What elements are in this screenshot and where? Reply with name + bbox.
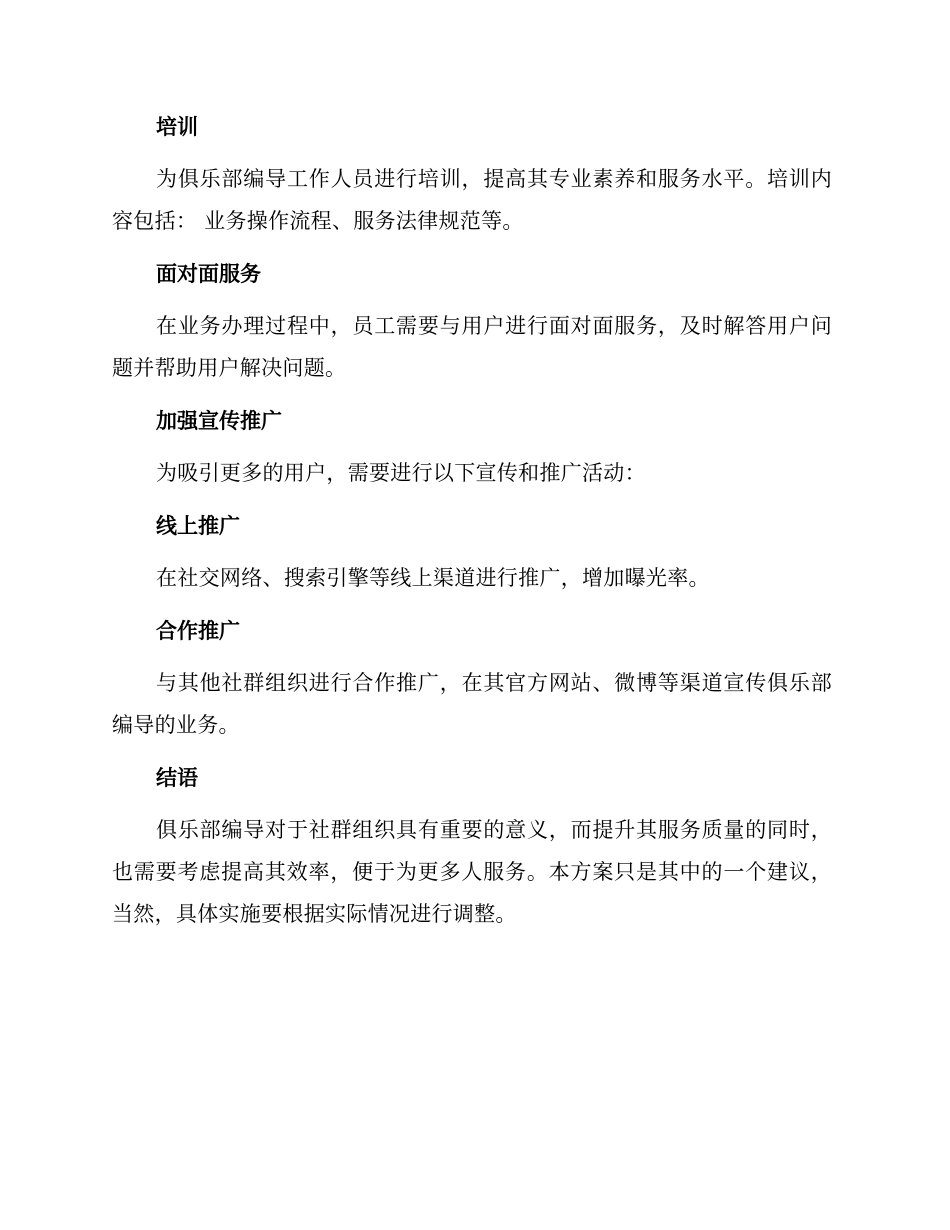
document-page <box>112 106 832 946</box>
section-paragraph-face-to-face: 在业务办理过程中，员工需要与用户进行面对面服务，及时解答用户问题并帮助用户解决问题。 <box>112 314 832 380</box>
section-heading-online-promotion: 线上推广 <box>156 514 240 538</box>
section-heading-face-to-face: 面对面服务 <box>156 262 261 286</box>
section-paragraph-training: 为俱乐部编导工作人员进行培训，提高其专业素养和服务水平。培训内容包括： 业务操作流程、服务法律规范等。 <box>112 167 832 233</box>
section-heading-training: 培训 <box>156 115 198 139</box>
section-paragraph-conclusion: 俱乐部编导对于社群组织具有重要的意义，而提升其服务质量的同时，也需要考虑提高其效率，便于为更多人服务。本方案只是其中的一个建议，当然，具体实施要根据实际情况进行调整。 <box>112 818 832 926</box>
section-paragraph-cooperation-promotion: 与其他社群组织进行合作推广，在其官方网站、微博等渠道宣传俱乐部编导的业务。 <box>112 671 832 737</box>
section-paragraph-promotion: 为吸引更多的用户，需要进行以下宣传和推广活动： <box>156 461 646 485</box>
section-heading-cooperation-promotion: 合作推广 <box>156 619 240 643</box>
section-heading-conclusion: 结语 <box>156 766 198 790</box>
section-paragraph-online-promotion: 在社交网络、搜索引擎等线上渠道进行推广，增加曝光率。 <box>156 566 710 590</box>
section-heading-promotion: 加强宣传推广 <box>156 409 282 433</box>
